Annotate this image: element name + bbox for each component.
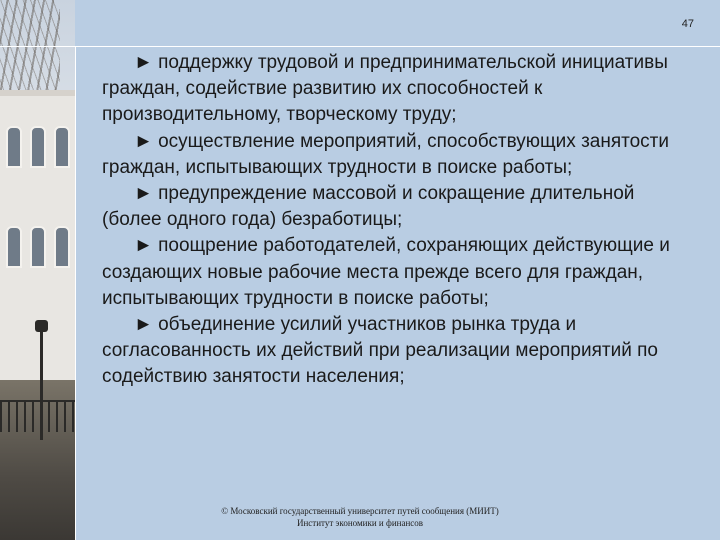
- building-window: [30, 126, 46, 168]
- footer-copyright: © Московский государственный университет путей сообщения (МИИТ): [221, 506, 499, 516]
- bullet-paragraph: ► осуществление мероприятий, способствующих занятости граждан, испытывающих трудности в поиске работы;: [102, 130, 669, 178]
- bullet-paragraph: ► поощрение работодателей, сохраняющих действующие и создающих новые рабочие места прежде всего для граждан, испытывающих трудности в поиске работы;: [102, 235, 670, 309]
- street-lamp: [40, 330, 43, 440]
- footer: [120, 505, 600, 529]
- building-window: [30, 226, 46, 268]
- building-window: [6, 226, 22, 268]
- slide-body: [102, 50, 692, 391]
- bullet-paragraph: ► объединение усилий участников рынка труда и согласованность их действий при реализации мероприятий по содействию занятости населения;: [102, 314, 658, 388]
- frame-left-line: [75, 46, 76, 540]
- building-window: [54, 126, 70, 168]
- building-facade: [0, 90, 75, 386]
- bullet-paragraph: ► поддержку трудовой и предпринимательской инициативы граждан, содействие развитию их способностей к производительному, творческому труду;: [102, 52, 668, 126]
- footer-institute: Институт экономики и финансов: [296, 518, 424, 528]
- fence: [0, 400, 75, 432]
- building-window: [6, 126, 22, 168]
- slide-number: 47: [681, 18, 694, 30]
- building-window: [54, 226, 70, 268]
- bullet-paragraph: ► предупреждение массовой и сокращение длительной (более одного года) безработицы;: [102, 183, 635, 231]
- frame-top-line: [0, 0, 720, 47]
- building-photo: [0, 0, 75, 540]
